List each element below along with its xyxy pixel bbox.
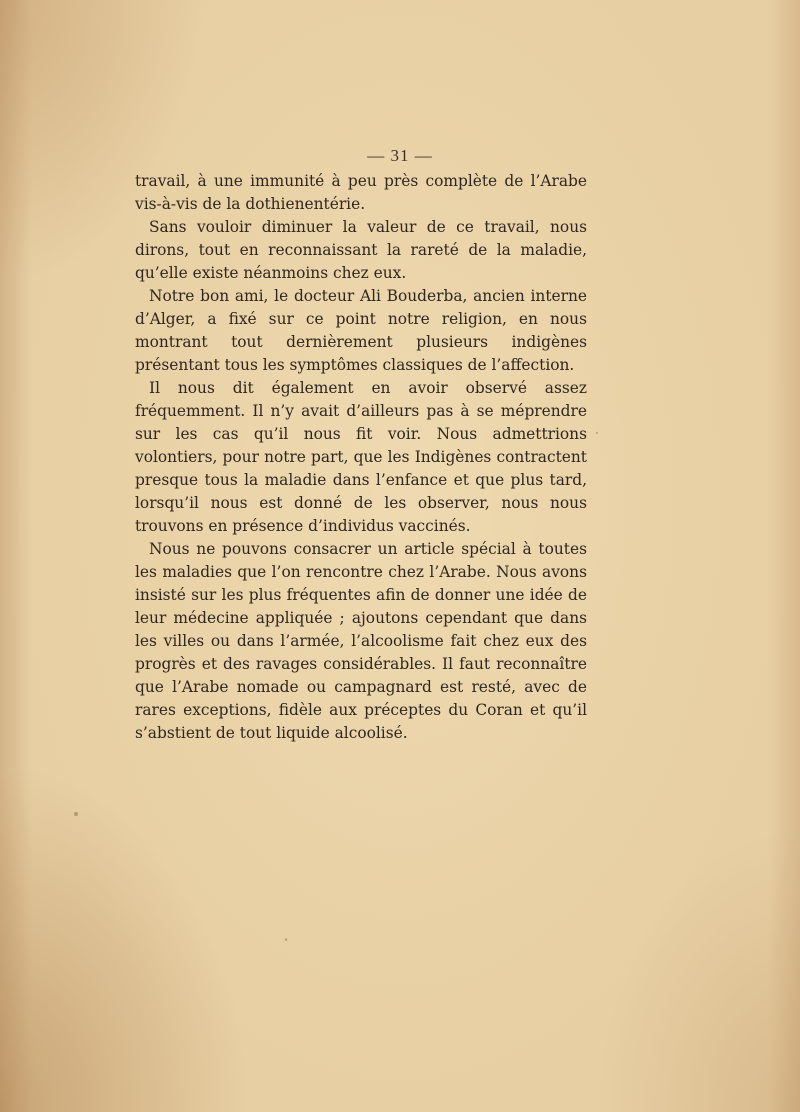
body-text xyxy=(135,170,587,745)
page-number: — 31 — xyxy=(367,146,433,165)
paragraph-4: Il nous dit également en avoir observé assez fréquemment. Il n’y avait d’ailleurs pas à se méprendre sur les cas qu’il nous fit voir. Nous admettrions volontiers, pour notre part, que les Indigènes contractent presque tous la maladie dans l’enfance et que plus tard, lorsqu’il nous est donné de les observer, nous nous trouvons en présence d’individus vaccinés. xyxy=(135,379,587,535)
paragraph-1: travail, à une immunité à peu près complète de l’Arabe vis-à-vis de la dothienentérie. xyxy=(135,172,587,213)
paper-speck xyxy=(74,812,78,816)
paper-speck xyxy=(285,938,287,941)
paper-speck xyxy=(596,432,598,434)
paragraph-3: Notre bon ami, le docteur Ali Bouderba, ancien interne d’Alger, a fixé sur ce point notre religion, en nous montrant tout dernièrement plusieurs indigènes présentant tous les symptômes classiques de l’affection. xyxy=(135,287,587,374)
paragraph-2: Sans vouloir diminuer la valeur de ce travail, nous dirons, tout en reconnaissant la rareté de la maladie, qu’elle existe néanmoins chez eux. xyxy=(135,218,587,282)
paragraph-5: Nous ne pouvons consacrer un article spécial à toutes les maladies que l’on rencontre chez l’Arabe. Nous avons insisté sur les plus fréquentes afin de donner une idée de leur médecine appliquée ; ajoutons cependant que dans les villes ou dans l’armée, l’alcoolisme fait chez eux des progrès et des ravages considérables. Il faut reconnaître que l’Arabe nomade ou campagnard est resté, avec de rares exceptions, fidèle aux préceptes du Coran et qu’il s’abstient de tout liquide alcoolisé. xyxy=(135,540,587,742)
